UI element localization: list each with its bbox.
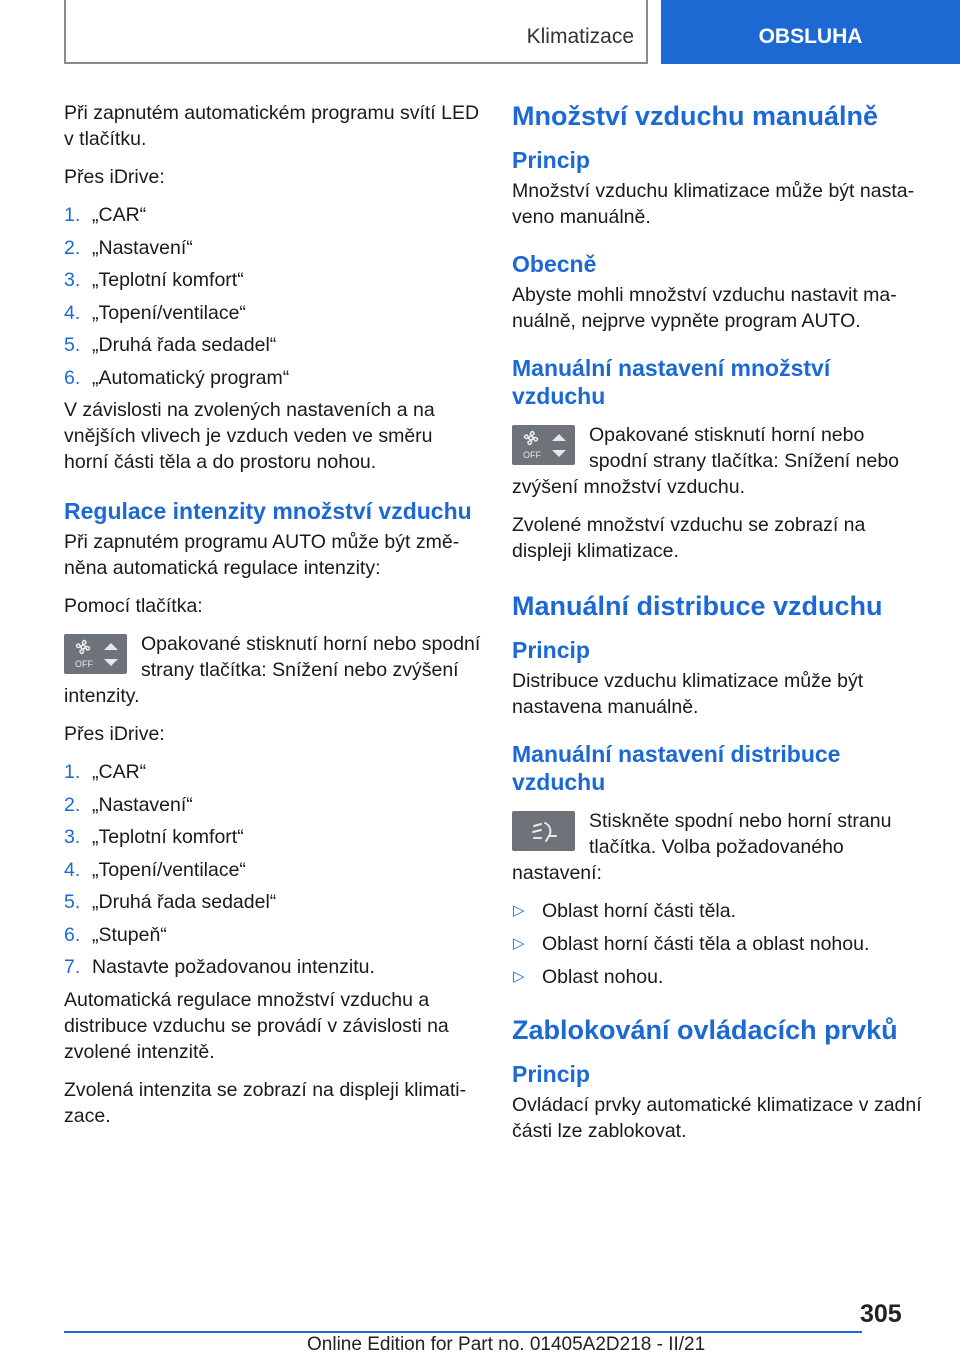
list-item: 2. „Nastavení“ xyxy=(64,793,193,816)
paragraph: Automatická regulace množství vzduchu a distribuce vzduchu se provádí v závislosti na zvolené intenzitě. xyxy=(64,988,449,1063)
paragraph: Distribuce vzduchu klimatizace může být nastavena manuálně. xyxy=(512,670,864,718)
heading-manualni-nastaveni-mnozstvi: Manuální nastavení množství vzduchu xyxy=(512,355,831,409)
heading-mnozstvi-manualne: Množství vzduchu manuálně xyxy=(512,101,879,131)
paragraph: Ovládací prvky automatické klimatizace v zadní části lze zablokovat. xyxy=(512,1094,922,1142)
fan-intensity-button-icon xyxy=(64,634,127,674)
list-item: 3. „Teplotní komfort“ xyxy=(64,269,244,291)
paragraph: V závislosti na zvolených nastaveních a na vnějších vlivech je vzduch veden ve směru horní části těla a do prostoru nohou. xyxy=(64,399,435,473)
button-description-text: Opakované stisknutí horní nebo spodní strany tlačítka: Snížení nebo zvýšení množství vzduchu. xyxy=(512,424,900,498)
header-section-title: Klimatizace xyxy=(526,25,634,48)
heading-princip: Princip xyxy=(512,147,590,173)
heading-manualni-distribuce: Manuální distribuce vzduchu xyxy=(512,591,883,621)
list-item: 1. „CAR“ xyxy=(64,761,147,783)
list-item: ▷ Oblast horní části těla a oblast nohou. xyxy=(513,933,870,955)
list-item: 5. „Druhá řada sedadel“ xyxy=(64,334,277,356)
paragraph: Zvolené množství vzduchu se zobrazí na displeji klimatizace. xyxy=(512,514,866,562)
button-description-text: Opakované stisknutí horní nebo spodní strany tlačítka: Snížení nebo zvýšení intenzity. xyxy=(64,633,481,707)
button-description xyxy=(64,631,482,709)
right-column xyxy=(512,100,922,1156)
fan-amount-button-icon xyxy=(512,425,575,465)
page-header xyxy=(0,0,960,66)
button-description xyxy=(512,808,922,886)
heading-princip: Princip xyxy=(512,637,590,663)
list-item: 1. „CAR“ xyxy=(64,204,147,226)
paragraph: Abyste mohli množství vzduchu nastavit manuálně, nejprve vypněte program AUTO. xyxy=(512,284,897,332)
triangle-bullet-icon: ▷ xyxy=(513,968,525,985)
svg-text:OFF: OFF xyxy=(523,450,541,460)
air-distribution-button-icon xyxy=(512,811,575,851)
paragraph: Zvolená intenzita se zobrazí na displeji klimatizace. xyxy=(64,1078,467,1127)
heading-manualni-nastaveni-distribuce: Manuální nastavení distribuce vzduchu xyxy=(512,741,841,795)
list-item: 7. Nastavte požadovanou intenzitu. xyxy=(64,956,375,978)
paragraph: Při zapnutém programu AUTO může být změněna automatická regulace intenzity: xyxy=(64,531,460,579)
step-list-intensity xyxy=(64,759,482,980)
header-section-box xyxy=(64,0,648,64)
list-item: 4. „Topení/ventilace“ xyxy=(64,301,246,324)
paragraph-idrive: Přes iDrive: xyxy=(64,166,165,188)
paragraph: Pomocí tlačítka: xyxy=(64,595,203,617)
list-item: 5. „Druhá řada sedadel“ xyxy=(64,891,277,913)
paragraph: Množství vzduchu klimatizace může být nastaveno manuálně. xyxy=(512,180,915,228)
distribution-options-list xyxy=(512,898,922,990)
triangle-bullet-icon: ▷ xyxy=(513,902,525,919)
step-list-auto xyxy=(64,202,482,391)
header-chapter-tab: OBSLUHA xyxy=(661,0,960,64)
fan-icon xyxy=(64,634,127,674)
list-item: 3. „Teplotní komfort“ xyxy=(64,826,244,848)
paragraph-idrive: Přes iDrive: xyxy=(64,723,165,745)
list-item: 6. „Stupeň“ xyxy=(64,923,167,946)
heading-zablokovani: Zablokování ovládacích prvků xyxy=(512,1015,898,1045)
footer-divider xyxy=(64,1331,862,1333)
button-description-text: Stiskněte spodní nebo horní stranu tlačítka. Volba požadovaného nastavení: xyxy=(512,810,892,884)
paragraph: Při zapnutém automatickém programu svítí LED v tlačítku. xyxy=(64,102,480,150)
fan-icon xyxy=(512,425,575,465)
air-distribution-icon xyxy=(512,811,575,851)
footer-edition: Online Edition for Part no. 01405A2D218 - II/21 xyxy=(307,1334,706,1355)
heading-regulace: Regulace intenzity množství vzduchu xyxy=(64,498,472,524)
left-column xyxy=(64,100,482,1141)
list-item: ▷ Oblast horní části těla. xyxy=(513,900,737,922)
triangle-bullet-icon: ▷ xyxy=(513,935,525,952)
list-item: 2. „Nastavení“ xyxy=(64,236,193,259)
page-number: 305 xyxy=(860,1300,902,1328)
list-item: ▷ Oblast nohou. xyxy=(513,966,664,988)
button-description xyxy=(512,422,922,500)
list-item: 6. „Automatický program“ xyxy=(64,366,290,389)
heading-obecne: Obecně xyxy=(512,251,597,277)
list-item: 4. „Topení/ventilace“ xyxy=(64,858,246,881)
heading-princip: Princip xyxy=(512,1061,590,1087)
svg-text:OFF: OFF xyxy=(75,659,93,669)
